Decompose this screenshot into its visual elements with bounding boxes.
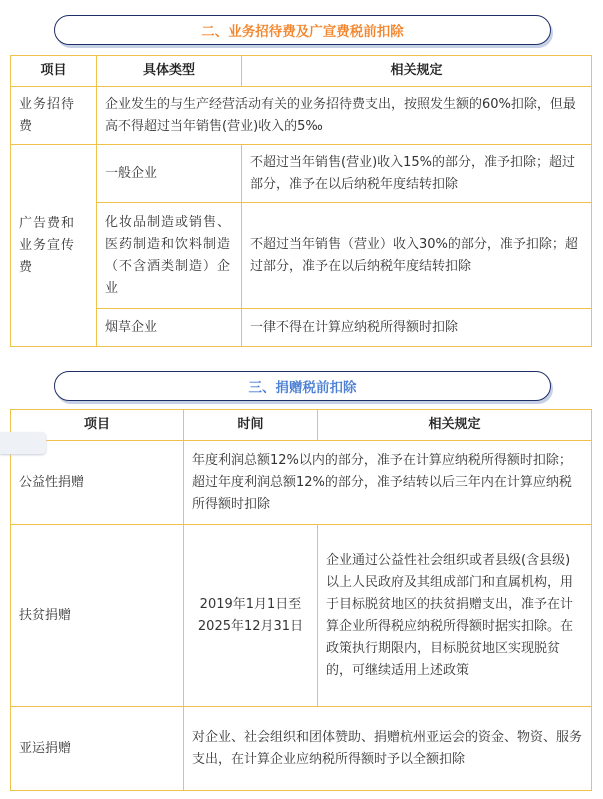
table-row (11, 707, 592, 791)
item-cell: 扶贫捐赠 (11, 525, 184, 707)
section-title-entertainment-advertising (54, 15, 551, 45)
header-item: 项目 (11, 410, 184, 441)
rule-cell: 一律不得在计算应纳税所得额时扣除 (242, 309, 592, 347)
section-title-text: 二、业务招待费及广宣费税前扣除 (201, 24, 404, 40)
donation-table (10, 409, 592, 791)
item-cell: 广告费和业务宣传费 (11, 145, 97, 347)
header-type: 具体类型 (97, 56, 242, 87)
type-cell: 一般企业 (97, 145, 242, 203)
table-row (11, 87, 592, 145)
table-row (11, 525, 592, 707)
time-cell: 2019年1月1日至2025年12月31日 (184, 525, 318, 707)
rule-cell: 不超过当年销售(营业)收入15%的部分，准予扣除；超过部分，准予在以后纳税年度结转扣除 (242, 145, 592, 203)
section-title-donation (54, 371, 551, 401)
rule-cell: 年度利润总额12%以内的部分，准予在计算应纳税所得额时扣除；超过年度利润总额12%的部分，准予结转以后三年内在计算应纳税所得额时扣除 (184, 441, 592, 525)
table-header-row (11, 56, 592, 87)
entertainment-advertising-table (10, 55, 592, 347)
table-row (11, 203, 592, 309)
rule-cell: 不超过当年销售（营业）收入30%的部分，准予扣除；超过部分，准予在以后纳税年度结转扣除 (242, 203, 592, 309)
table-row (11, 145, 592, 203)
header-item: 项目 (11, 56, 97, 87)
table-row (11, 309, 592, 347)
section-title-text: 三、捐赠税前扣除 (248, 380, 357, 396)
type-cell: 烟草企业 (97, 309, 242, 347)
header-rule: 相关规定 (318, 410, 592, 441)
header-time: 时间 (184, 410, 318, 441)
item-cell: 业务招待费 (11, 87, 97, 145)
table-row (11, 441, 592, 525)
rule-cell: 企业通过公益性社会组织或者县级(含县级)以上人民政府及其组成部门和直属机构，用于目标脱贫地区的扶贫捐赠支出，准予在计算企业所得税应纳税所得额时据实扣除。在政策执行期限内，目标脱贫地区实现脱贫的，可继续适用上述政策 (318, 525, 592, 707)
type-cell: 化妆品制造或销售、医药制造和饮料制造（不含酒类制造）企业 (97, 203, 242, 309)
rule-cell: 对企业、社会组织和团体赞助、捐赠杭州亚运会的资金、物资、服务支出，在计算企业应纳税所得额时予以全额扣除 (184, 707, 592, 791)
table-header-row (11, 410, 592, 441)
rule-cell: 企业发生的与生产经营活动有关的业务招待费支出，按照发生额的60%扣除，但最高不得超过当年销售(营业)收入的5‰ (97, 87, 592, 145)
side-handle[interactable] (0, 432, 46, 454)
header-rule: 相关规定 (242, 56, 592, 87)
item-cell: 公益性捐赠 (11, 441, 184, 525)
item-cell: 亚运捐赠 (11, 707, 184, 791)
